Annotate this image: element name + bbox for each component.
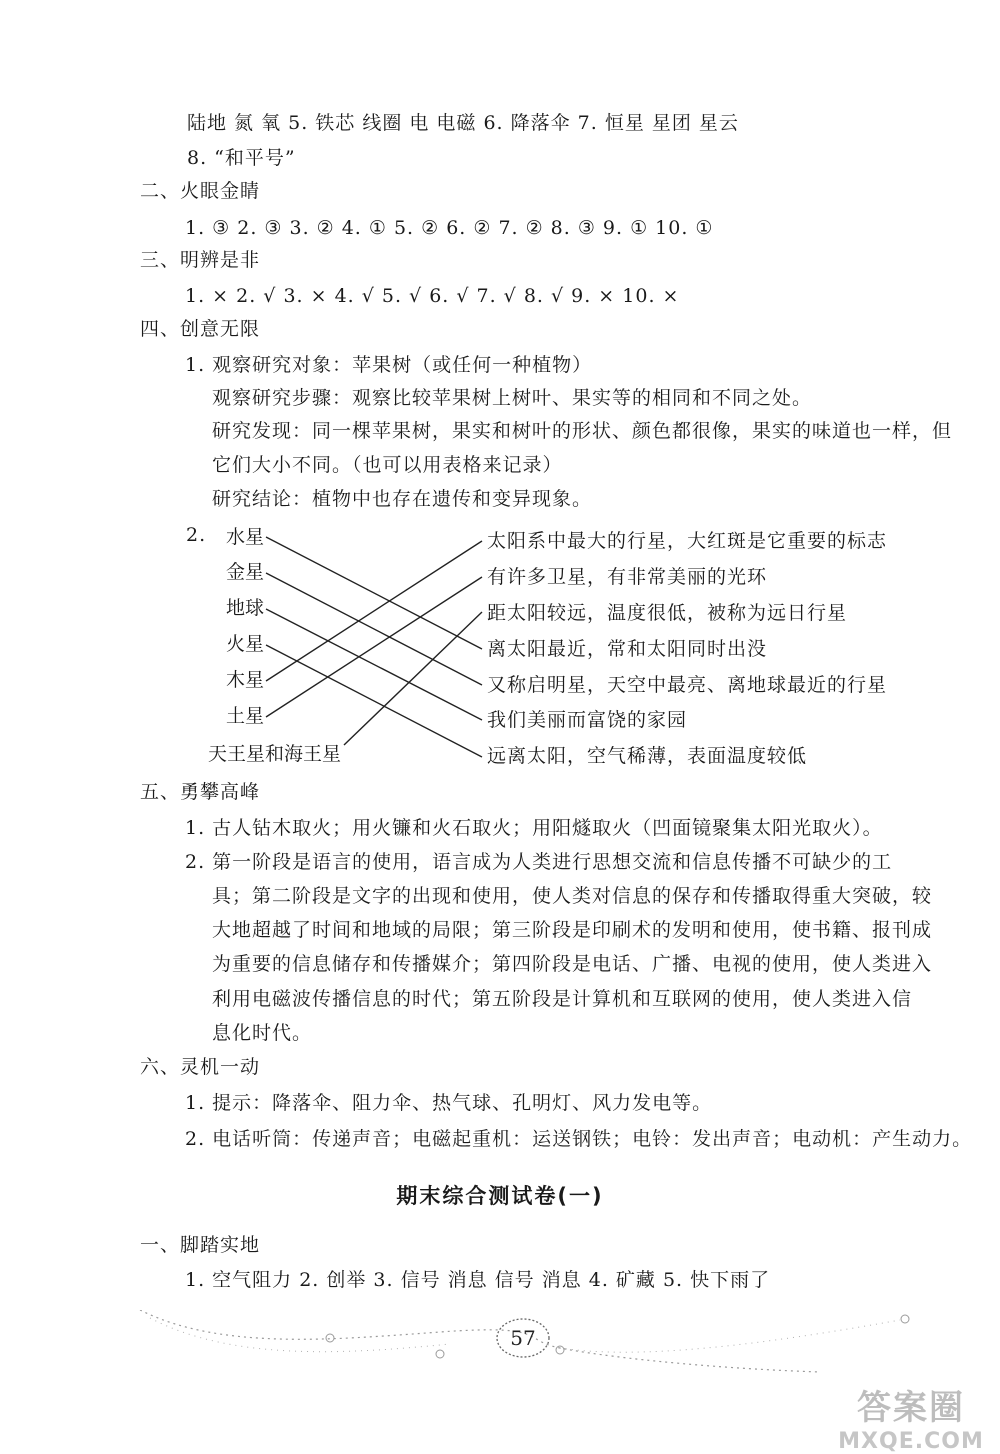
section-4-title: 四、创意无限 <box>140 318 261 340</box>
planet-label: 火星 <box>226 633 265 655</box>
match-line <box>266 645 482 757</box>
section-6-title: 六、灵机一动 <box>140 1056 261 1078</box>
planet-description: 远离太阳，空气稀薄，表面温度较低 <box>487 745 808 767</box>
section-4-q1-line-2: 观察研究步骤：观察比较苹果树上树叶、果实等的相同和不同之处。 <box>212 387 813 409</box>
page-number: 57 <box>510 1326 536 1350</box>
section-2-answers: 1. ③ 2. ③ 3. ② 4. ① 5. ② 6. ② 7. ② 8. ③ 9. ① 10. ① <box>185 217 714 239</box>
section-4-q1-line-1: 1. 观察研究对象：苹果树（或任何一种植物） <box>185 354 593 376</box>
exam-section-1-title: 一、脚踏实地 <box>140 1234 261 1256</box>
planet-description: 距太阳较远，温度很低，被称为远日行星 <box>487 602 848 624</box>
watermark-logo: 答案圈 <box>857 1388 965 1428</box>
section-3-title: 三、明辨是非 <box>140 249 261 271</box>
section-5-q2-line-5: 利用电磁波传播信息的时代；第五阶段是计算机和互联网的使用，使人类进入信 <box>212 988 913 1010</box>
answer-line-top-1: 陆地 氮 氧 5. 铁芯 线圈 电 电磁 6. 降落伞 7. 恒星 星团 星云 <box>187 112 739 134</box>
section-5-q2-line-6: 息化时代。 <box>212 1022 313 1044</box>
exam-section-1-answers: 1. 空气阻力 2. 创举 3. 信号 消息 信号 消息 4. 矿藏 5. 快下雨了 <box>185 1269 771 1291</box>
planet-label: 土星 <box>226 705 265 727</box>
section-4-q1-line-3: 研究发现：同一棵苹果树，果实和树叶的形状、颜色都很像，果实的味道也一样，但 <box>212 420 953 442</box>
planet-description: 又称启明星，天空中最亮、离地球最近的行星 <box>487 674 888 696</box>
answer-line-top-2: 8. “和平号” <box>187 147 296 169</box>
watermark <box>836 1380 986 1454</box>
section-5-title: 五、勇攀高峰 <box>140 781 261 803</box>
match-line <box>266 541 482 681</box>
match-line <box>266 609 482 720</box>
section-4-q1-line-4: 它们大小不同。（也可以用表格来记录） <box>212 454 563 476</box>
match-line <box>266 573 482 685</box>
planet-description: 有许多卫星，有非常美丽的光环 <box>487 566 768 588</box>
section-6-q2: 2. 电话听筒：传递声音；电磁起重机：运送钢铁；电铃：发出声音；电动机：产生动力。 <box>185 1128 973 1150</box>
planet-description: 太阳系中最大的行星，大红斑是它重要的标志 <box>487 530 888 552</box>
planet-label: 天王星和海王星 <box>208 743 342 765</box>
section-2-title: 二、火眼金睛 <box>140 180 261 202</box>
section-4-q1-line-5: 研究结论：植物中也存在遗传和变异现象。 <box>212 488 593 510</box>
planet-description: 我们美丽而富饶的家园 <box>487 709 688 731</box>
planet-label: 水星 <box>226 526 265 548</box>
exam-title: 期末综合测试卷(一) <box>396 1184 604 1208</box>
watermark-url: MXQE.COM <box>838 1429 984 1454</box>
match-line <box>266 537 482 649</box>
section-5-q2-line-2: 具；第二阶段是文字的出现和使用，使人类对信息的保存和传播取得重大突破，较 <box>212 885 933 907</box>
match-line <box>344 612 482 745</box>
planet-label: 地球 <box>226 597 265 619</box>
match-line <box>266 577 482 717</box>
section-3-answers: 1. × 2. √ 3. × 4. √ 5. √ 6. √ 7. √ 8. √ 9. × 10. × <box>185 285 680 307</box>
section-5-q2-line-4: 为重要的信息储存和传播媒介；第四阶段是电话、广播、电视的使用，使人类进入 <box>212 953 933 975</box>
section-6-q1: 1. 提示：降落伞、阻力伞、热气球、孔明灯、风力发电等。 <box>185 1092 713 1114</box>
section-5-q2-line-1: 2. 第一阶段是语言的使用，语言成为人类进行思想交流和信息传播不可缺少的工 <box>185 851 893 873</box>
section-4-q2-number: 2. <box>186 524 207 546</box>
planet-label: 木星 <box>226 669 265 691</box>
section-5-q2-line-3: 大地超越了时间和地域的局限；第三阶段是印刷术的发明和使用，使书籍、报刊成 <box>212 919 933 941</box>
planet-description: 离太阳最近，常和太阳同时出没 <box>487 638 768 660</box>
planet-label: 金星 <box>226 561 265 583</box>
section-5-q1: 1. 古人钻木取火；用火镰和火石取火；用阳燧取火（凹面镜聚集太阳光取火）。 <box>185 817 883 839</box>
